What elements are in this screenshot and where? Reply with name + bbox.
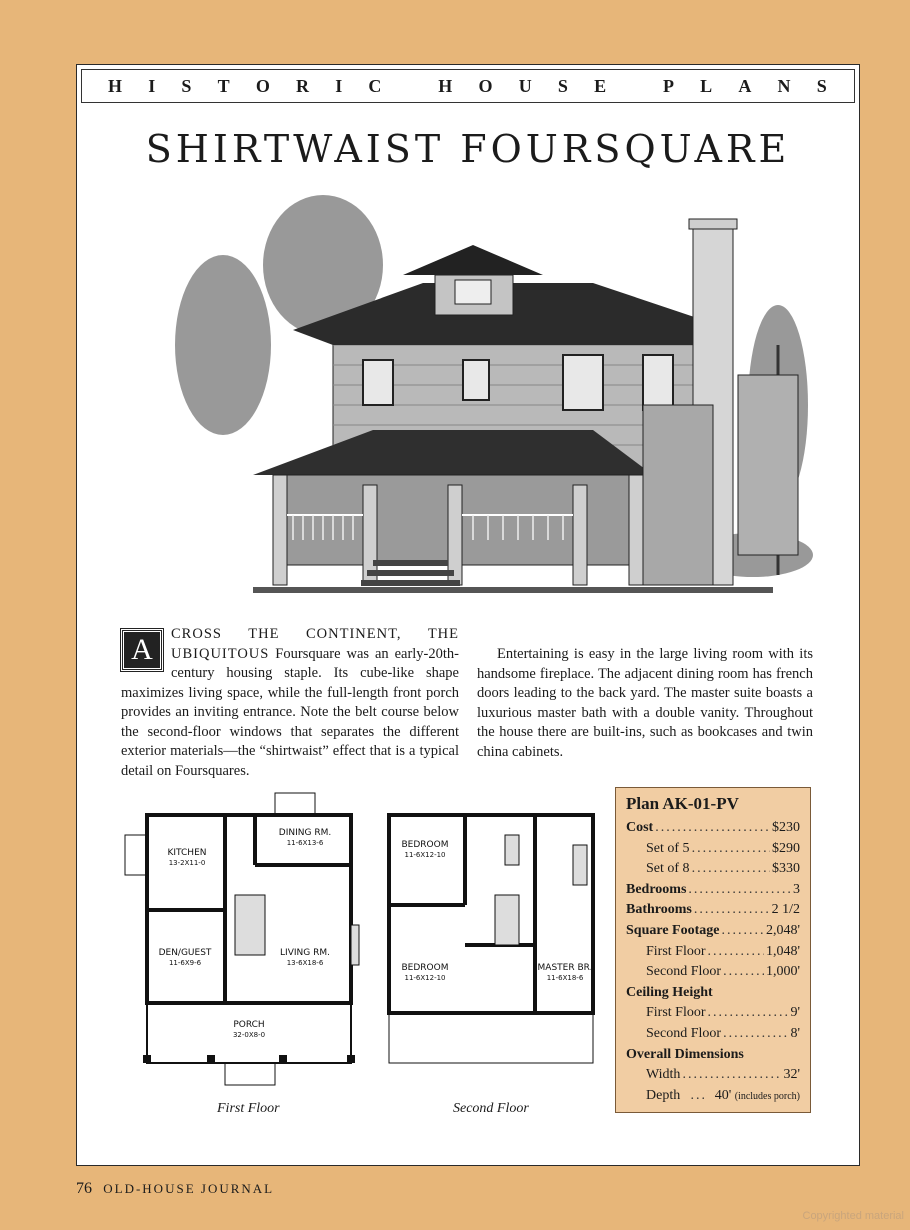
header-letter: P	[662, 75, 675, 96]
header-letter: S	[181, 75, 193, 96]
room-label: PORCH	[233, 1020, 265, 1030]
spec-row: Ceiling Height	[626, 984, 713, 1000]
room-dimension: 13-6X18-6	[286, 959, 324, 967]
plan-number: Plan AK-01-PV	[626, 794, 739, 813]
second-floor-caption: Second Floor	[453, 1101, 529, 1116]
room-dimension: 32-0X8-0	[232, 1031, 266, 1039]
room-dimension: 13-2X11-0	[168, 859, 206, 867]
watermark: Copyrighted material	[802, 1210, 904, 1222]
room-dimension: 11-6X12-10	[404, 974, 446, 982]
header-space	[632, 76, 638, 97]
header-letter: E	[594, 75, 608, 96]
room-label: MASTER BR.	[537, 963, 593, 973]
room-label: DINING RM.	[278, 828, 332, 838]
header-letter: R	[296, 75, 311, 96]
room-label: LIVING RM.	[280, 948, 330, 958]
spec-row: Overall Dimensions	[626, 1046, 744, 1062]
magazine-name: OLD-HOUSE JOURNAL	[103, 1181, 275, 1196]
house-illustration	[173, 175, 813, 615]
page-footer	[76, 1180, 274, 1198]
header-letter: A	[738, 75, 753, 96]
room-label: KITCHEN	[167, 848, 207, 858]
page-title: SHIRTWAIST FOURSQUARE	[145, 127, 791, 171]
header-letter: C	[368, 75, 383, 96]
header-letter: H	[438, 75, 454, 96]
page	[76, 64, 860, 1166]
room-label: BEDROOM	[401, 840, 449, 850]
spec-row: Width ..... 32'	[626, 1065, 800, 1086]
header-letter: H	[108, 75, 124, 96]
floor-plans	[115, 785, 615, 1125]
spec-row: First Floor ..... 1,048'	[626, 942, 800, 963]
spec-row: Set of 5 ..... $290	[626, 839, 800, 860]
room-dimension: 11-6X13-6	[286, 839, 324, 847]
header-letter: S	[557, 75, 569, 96]
plan-info-box	[615, 787, 811, 1113]
header-space	[408, 76, 414, 97]
header-letter: N	[777, 75, 792, 96]
lead-in: CROSS THE CONTINENT, THE UBIQUITOUS	[171, 626, 459, 662]
spec-row: First Floor ..... 9'	[626, 1003, 800, 1024]
paragraph-1: Foursquare was an early-20th-century housing staple. Its cube-like shape maximizes living space, while the full-length front porch provides an inviting entrance. Note the belt course below the second-floor windows that separates the different exterior materials—the “shirtwaist” effect that is a typical detail on Foursquares.	[121, 645, 459, 779]
spec-row: Set of 8 ..... $330	[626, 859, 800, 880]
room-label: DEN/GUEST	[158, 948, 212, 958]
spec-row: Bedrooms ..... 3	[626, 880, 800, 901]
spec-row: Square Footage ..... 2,048'	[626, 921, 800, 942]
paragraph-2: Entertaining is easy in the large living room with its handsome fireplace. The adjacent dining room has french doors leading to the back yard. The master suite boasts a luxurious master bath with a double vanity. Throughout the house there are built-ins, such as bookcases and twin china cabinets.	[477, 646, 813, 760]
article-column-1	[121, 625, 459, 781]
header-letter: O	[255, 75, 271, 96]
header-letter: S	[816, 75, 828, 96]
article-column-2	[477, 625, 813, 762]
room-dimension: 11-6X18-6	[546, 974, 584, 982]
header-letter: I	[335, 75, 344, 96]
section-header	[81, 69, 855, 103]
header-letter: T	[217, 75, 231, 96]
first-floor-caption: First Floor	[217, 1101, 280, 1116]
room-dimension: 11-6X9-6	[168, 959, 202, 967]
spec-row: Bathrooms ..... 2 1/2	[626, 900, 800, 921]
header-letter: O	[478, 75, 494, 96]
drop-cap: A	[121, 629, 163, 671]
page-number: 76	[76, 1180, 92, 1197]
room-label: BEDROOM	[401, 963, 449, 973]
header-letter: L	[700, 75, 714, 96]
header-letter: U	[518, 75, 533, 96]
spec-row: Cost ..... $230	[626, 818, 800, 839]
spec-row: Second Floor ..... 1,000'	[626, 962, 800, 983]
spec-row: Second Floor ..... 8'	[626, 1024, 800, 1045]
header-letter: I	[148, 75, 157, 96]
room-dimension: 11-6X12-10	[404, 851, 446, 859]
spec-row: Depth ..... 40' (includes porch)	[626, 1086, 800, 1108]
